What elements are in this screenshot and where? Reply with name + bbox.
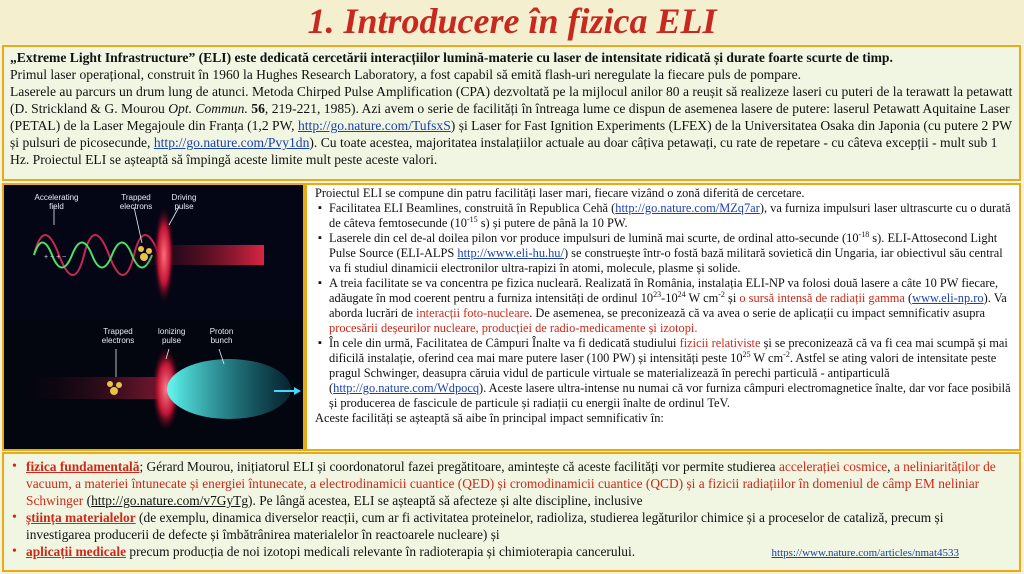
journal-name: Opt. Commun. bbox=[168, 101, 248, 116]
label-trapped-electrons: Trapped electrons bbox=[119, 193, 153, 211]
list-item-beamlines bbox=[329, 201, 1013, 231]
facilities-lead: Proiectul ELI se compune din patru facilități laser mari, fiecare vizând o zonă diferită de cercetare. bbox=[315, 186, 805, 200]
label-trapped-electrons-2: Trapped electrons bbox=[101, 327, 135, 345]
text: ( bbox=[83, 493, 92, 508]
facilities-closing: Aceste facilități se așteaptă să aibe în principal impact semnificativ în: bbox=[315, 411, 664, 425]
list-item-high-field bbox=[329, 336, 1013, 411]
highlight-text: a neliniarităților de vacuum, a materiei întunecate și energiei întunecate, a electrodinamicii cuantice (QED) și cromodinamicii cuantice (QCD) și a fizicii radiațiilor în domeniul de câmp EM neliniar Schwinger bbox=[26, 459, 996, 508]
impact-box bbox=[2, 452, 1021, 572]
text: ( bbox=[904, 291, 913, 305]
text: s). ELI-Attosecond Light Pulse Source (ELI-ALPS bbox=[329, 231, 998, 260]
text: și bbox=[724, 291, 740, 305]
link-high-field[interactable]: http://go.nature.com/Wdpocq bbox=[333, 381, 480, 395]
facilities-list bbox=[315, 201, 1013, 411]
link-fundamental[interactable]: http://go.nature.com/v7GyTg bbox=[91, 493, 249, 508]
link-eli-np[interactable]: www.eli-np.ro bbox=[912, 291, 984, 305]
text: precum producția de noi izotopi medicali relevante în radioterapia și chimioterapia cancerului. bbox=[126, 544, 636, 559]
text: s) și putere de până la 10 PW. bbox=[477, 216, 628, 230]
text: . De asemenea, se preconizează că va avea o serie de aplicații cu impact semnificativ asupra bbox=[529, 306, 986, 320]
highlight-text: fizicii relativiste bbox=[679, 336, 761, 350]
text: ). Pe lângă acestea, ELI se așteaptă să afecteze și alte discipline, inclusive bbox=[248, 493, 643, 508]
intro-text: ). Cu toate acestea, majoritatea instalațiilor actuale au doar câțiva petawați, cu rate de repetare - cu câteva excepții - mult sub 1 Hz. Proiectul ELI se așteaptă să împingă aceste limite mult peste aceste valori. bbox=[10, 135, 998, 167]
title-bar bbox=[0, 0, 1024, 44]
superscript: 24 bbox=[677, 289, 686, 299]
superscript: -2 bbox=[718, 289, 725, 299]
label-driving-pulse: Driving pulse bbox=[171, 193, 197, 211]
text: -10 bbox=[661, 291, 678, 305]
illustration-bottom-panel bbox=[4, 319, 303, 449]
text: (de exemplu, dinamica diverselor reacții, cum ar fi activitatea proteinelor, radioliza, studierea legăturilor chimice și a proceselor de cataliză, precum și investigarea producerii de defecte și îmbătrânirea materialelor în reactoarele nucleare) și bbox=[26, 510, 944, 542]
journal-volume: 56 bbox=[247, 101, 265, 116]
superscript: 23 bbox=[653, 289, 662, 299]
source-link[interactable]: https://www.nature.com/articles/nmat4533 bbox=[771, 547, 959, 559]
link-petal[interactable]: http://go.nature.com/TufsxS bbox=[297, 118, 451, 133]
intro-text: , 219-221, 1985). Azi avem o serie de facilități în întreaga lume ce dispun de asemenea lasere de putere: laserul Petawatt Aquitaine Laser (PETAL) de la Laser Megajoule din Franța (1,2 PW, bbox=[10, 101, 1010, 133]
text: și se preconizează că va fi cea mai scumpă și mai dificilă instalație, oferind cea mai mare putere laser (100 PW) și intensități peste 10 bbox=[329, 336, 1008, 365]
intro-text: Laserele au parcurs un drum lung de atunci. Metoda Chirped Pulse Amplification (CPA) dezvoltată pe la mijlocul anilor 80 a reușit să realizeze laseri cu puteri de la terawatt la petawatt (D. Strickland & G. Mourou bbox=[10, 84, 1013, 116]
text: W cm bbox=[685, 291, 719, 305]
label-accelerating-field: Accelerating field bbox=[34, 193, 79, 211]
link-beamlines[interactable]: http://go.nature.com/MZq7ar bbox=[615, 201, 760, 215]
facilities-box bbox=[305, 183, 1021, 451]
superscript: -2 bbox=[783, 349, 790, 359]
intro-p2 bbox=[10, 66, 1013, 83]
highlight-text: accelerației cosmice bbox=[778, 459, 888, 474]
illustration-top-panel bbox=[4, 185, 303, 319]
list-item-alps bbox=[329, 231, 1013, 276]
superscript: -18 bbox=[858, 229, 870, 239]
link-lfex[interactable]: http://go.nature.com/Pvy1dn bbox=[153, 135, 310, 150]
intro-p1 bbox=[10, 49, 1013, 66]
intro-text: Primul laser operațional, construit în 1960 la Hughes Research Laboratory, a fost capabil să emită flash-uri neregulate la fiecare puls de pompare. bbox=[10, 67, 802, 82]
impact-item-materials bbox=[26, 509, 1011, 543]
superscript: -15 bbox=[466, 214, 478, 224]
superscript: 25 bbox=[742, 349, 751, 359]
link-alps[interactable]: http://www.eli-hu.hu/ bbox=[457, 246, 564, 260]
text: ) se construește într-o fostă bază militară sovietică din Ungaria, iar obiectivul său central va fi studiul dinamicii electronilor ultra-rapizi în atomi, molecule, plasme și solide. bbox=[329, 246, 1003, 275]
text: ; Gérard Mourou, inițiatorul ELI și coordonatorul fazei pregătitoare, amintește că aceste facilități vor permite studierea bbox=[139, 459, 779, 474]
text: W cm bbox=[750, 351, 784, 365]
text: . Astfel se ating valori de intensitate peste pragul Schwinger, deasupra căruia vidul de particule virtuale se materializează în perechi particulă - antiparticulă ( bbox=[329, 351, 997, 395]
intro-bold-statement: „Extreme Light Infrastructure” (ELI) este dedicată cercetării interacțiilor lumină-materie cu laser de intensitate ridicată și durate foarte scurte de timp. bbox=[10, 50, 893, 65]
intro-p3 bbox=[10, 83, 1013, 168]
laser-illustration bbox=[2, 183, 305, 451]
impact-item-fundamental bbox=[26, 458, 1011, 509]
highlight-text: o sursă intensă de radiații gamma bbox=[739, 291, 905, 305]
label-proton-bunch: Proton bunch bbox=[209, 327, 234, 345]
text: , bbox=[887, 459, 894, 474]
text: ). Aceste lasere ultra-intense nu numai că vor furniza câmpuri electromagnetice înalte, dar vor face posibilă și producerea de fascicule de particule și radiații cu energii înalte de ordinul TeV. bbox=[329, 381, 1011, 410]
text: În cele din urmă, Facilitatea de Câmpuri Înalte va fi dedicată studiului bbox=[329, 336, 680, 350]
highlight-text: procesării deșeurilor nucleare, producției de radio-medicamente și izotopi. bbox=[329, 321, 698, 335]
text: ), va furniza impulsuri laser ultrascurte cu o durată de câteva femtosecunde (10 bbox=[329, 201, 1011, 230]
highlight-text: interacții foto-nucleare bbox=[416, 306, 530, 320]
list-item-np bbox=[329, 276, 1013, 336]
impact-term: fizica fundamentală bbox=[26, 459, 140, 474]
page-title: 1. Introducere în fizica ELI bbox=[307, 1, 717, 41]
intro-text: ) și Laser for Fast Ignition Experiments (LFEX) de la Universitatea Osaka din Japonia (cu putere 2 PW și pulsuri de picosecunde, bbox=[10, 118, 1012, 150]
text: Facilitatea ELI Beamlines, construită în Republica Cehă ( bbox=[329, 201, 616, 215]
impact-term: aplicații medicale bbox=[26, 544, 127, 559]
impact-term: știința materialelor bbox=[26, 510, 136, 525]
text: Laserele din cel de-al doilea pilon vor produce impulsuri de lumină mai scurte, de ordinal atto-secunde (10 bbox=[329, 231, 859, 245]
text: ). Va aborda lucrări de bbox=[329, 291, 1007, 320]
intro-box bbox=[2, 45, 1021, 181]
svg-text:+ − + −: + − + − bbox=[44, 254, 67, 261]
label-ionizing-pulse: Ionizing pulse bbox=[157, 327, 186, 345]
text: A treia facilitate se va concentra pe fizica nucleară. Realizată în România, instalația ELI-NP va folosi două lasere a câte 10 PW fiecare, adăugate în mod coerent pentru a furniza intensități de ordinul 10 bbox=[329, 276, 999, 305]
